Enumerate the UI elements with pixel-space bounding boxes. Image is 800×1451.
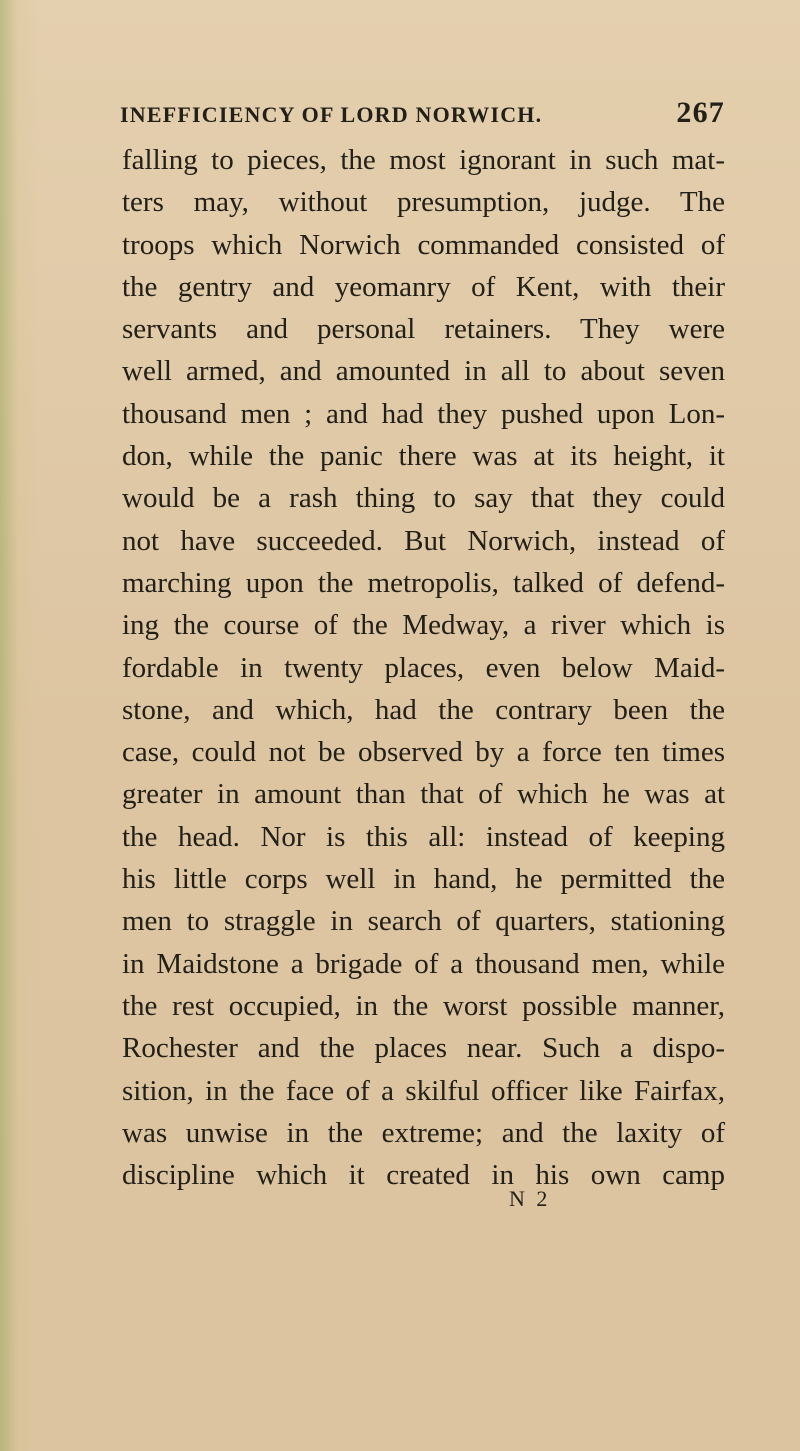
text-line: thousand men ; and had they pushed upon Lon- bbox=[122, 397, 725, 430]
text-line: stone, and which, had the contrary been the bbox=[122, 693, 725, 726]
text-line: the gentry and yeomanry of Kent, with their bbox=[122, 270, 725, 303]
text-line: men to straggle in search of quarters, stationing bbox=[122, 905, 725, 938]
text-line: ing the course of the Medway, a river which is bbox=[122, 609, 725, 642]
text-line: greater in amount than that of which he was at bbox=[122, 778, 725, 811]
text-line: sition, in the face of a skilful officer like Fairfax, bbox=[122, 1074, 725, 1107]
text-line: falling to pieces, the most ignorant in such mat- bbox=[122, 144, 725, 176]
page-header bbox=[120, 96, 725, 136]
text-line: his little corps well in hand, he permitted the bbox=[122, 863, 725, 896]
signature-mark: N 2 bbox=[509, 1186, 551, 1211]
text-line: Rochester and the places near. Such a dispo- bbox=[122, 1032, 725, 1065]
text-line: the head. Nor is this all: instead of keeping bbox=[122, 820, 725, 853]
text-line: don, while the panic there was at its height, it bbox=[122, 440, 725, 473]
text-line: fordable in twenty places, even below Maid- bbox=[122, 651, 725, 684]
text-line: would be a rash thing to say that they could bbox=[122, 482, 725, 515]
text-line: troops which Norwich commanded consisted of bbox=[122, 228, 725, 261]
text-line: in Maidstone a brigade of a thousand men, while bbox=[122, 947, 725, 980]
text-line: well armed, and amounted in all to about seven bbox=[122, 355, 725, 388]
text-line: was unwise in the extreme; and the laxity of bbox=[122, 1116, 725, 1149]
running-title: INEFFICIENCY OF LORD NORWICH. bbox=[120, 102, 543, 127]
text-line: the rest occupied, in the worst possible manner, bbox=[122, 989, 725, 1022]
text-line: ters may, without presumption, judge. The bbox=[122, 186, 725, 219]
body-text bbox=[122, 139, 725, 1196]
text-line: marching upon the metropolis, talked of defend- bbox=[122, 566, 725, 599]
text-line: discipline which it created in his own camp bbox=[122, 1159, 725, 1192]
text-line: case, could not be observed by a force ten times bbox=[122, 736, 725, 769]
page-number: 267 bbox=[676, 96, 725, 129]
text-line: servants and personal retainers. They were bbox=[122, 313, 725, 346]
text-line: not have succeeded. But Norwich, instead of bbox=[122, 524, 725, 557]
